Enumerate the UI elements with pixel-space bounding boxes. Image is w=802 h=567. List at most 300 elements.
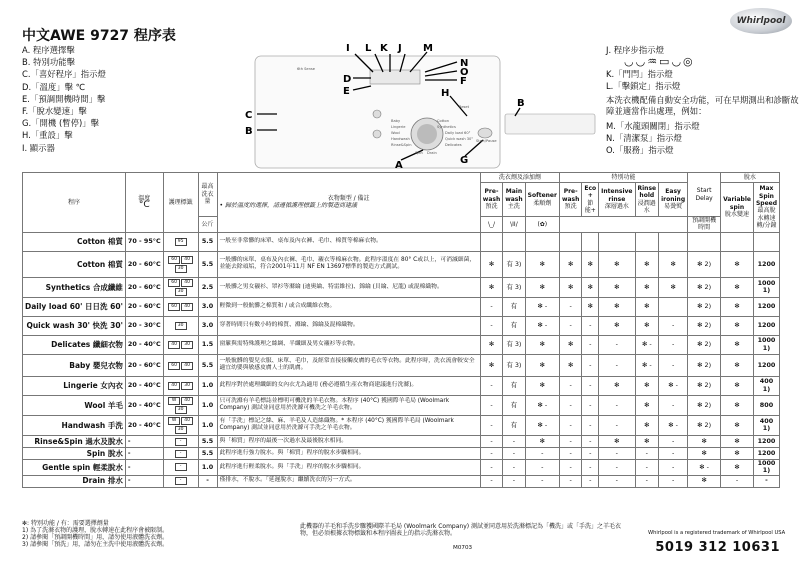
cell-rh: -: [635, 475, 659, 487]
cell-pw: -: [480, 316, 502, 335]
max-load: 1.5: [198, 335, 217, 354]
program-name: Lingerie 女內衣: [23, 376, 126, 395]
cell-int: ✻: [599, 277, 635, 297]
cell-p2: -: [559, 316, 581, 335]
legend-left: [22, 44, 106, 154]
cell-rh: ✻ -: [635, 354, 659, 376]
brand-logo: Whirlpool: [730, 8, 792, 34]
cell-int: ✻: [599, 435, 635, 447]
label-j: J: [398, 43, 402, 54]
col-spin: 脫水: [721, 173, 780, 183]
cell-sd: ✻ 2): [688, 277, 721, 297]
col-detergent: 洗衣劑及添加劑: [480, 173, 559, 183]
col-special: 特別功能: [559, 173, 687, 183]
cell-int: -: [599, 335, 635, 354]
cell-ms: 1200: [753, 316, 779, 335]
program-name: Quick wash 30' 快洗 30': [23, 316, 126, 335]
icon-mainwash: \II/: [503, 217, 525, 233]
cell-rh: ✻: [635, 376, 659, 395]
program-temp: 20 - 60°C: [125, 297, 163, 316]
cell-vs: ✻: [721, 251, 754, 277]
cell-sd: ✻ 2): [688, 376, 721, 395]
program-name: Wool 羊毛: [23, 395, 126, 415]
care-label-icon: 40: [181, 397, 193, 405]
program-name: Handwash 手洗: [23, 415, 126, 435]
col-temp: 溫度 °C: [125, 173, 163, 233]
cell-ms: 1200: [753, 251, 779, 277]
cell-int: -: [599, 415, 635, 435]
program-description: 一般髒的床單、桌布及內衣褲、毛巾、襯衣等棉麻衣物。此程序溫度在 80° C或以上，可消滅細菌，並能去除頑垢，符合2001年11月 NF EN 13697標準的製造方式測試。: [217, 251, 480, 277]
care-label-icon: -: [175, 450, 187, 458]
col-care: 護理標籤: [163, 173, 198, 233]
cell-mw: 有 3): [503, 335, 525, 354]
program-temp: 20 - 60°C: [125, 277, 163, 297]
cell-vs: ✻: [721, 395, 754, 415]
cell-pw: -: [480, 376, 502, 395]
care-label-icon: 40: [181, 279, 193, 287]
table-row: [23, 277, 780, 297]
cell-rh: ✻: [635, 316, 659, 335]
cell-pw: ✻: [480, 251, 502, 277]
cell-eco: -: [582, 435, 599, 447]
panel-text-baby: Baby: [391, 119, 401, 123]
cell-pw: ✻: [480, 277, 502, 297]
program-name: Baby 嬰兒衣物: [23, 354, 126, 376]
table-row: [23, 297, 780, 316]
program-temp: 20 - 40°C: [125, 376, 163, 395]
cell-rh: [635, 232, 659, 251]
cell-eco: -: [582, 335, 599, 354]
cell-mw: 有: [503, 376, 525, 395]
cell-pw: -: [480, 447, 502, 459]
cell-pw: -: [480, 395, 502, 415]
care-labels: [163, 297, 198, 316]
cell-int: -: [599, 354, 635, 376]
cell-ei: -: [659, 395, 688, 415]
panel-text-cotton: Cotton: [437, 119, 450, 123]
legend-c: C.「喜好程序」指示燈: [22, 69, 106, 80]
label-n: N: [460, 58, 469, 69]
cell-so: ✻: [525, 251, 559, 277]
cell-mw: -: [503, 475, 525, 487]
care-label-icon: 30: [175, 426, 187, 434]
cell-ms: 1200: [753, 435, 779, 447]
cell-sd: ✻ 2): [688, 251, 721, 277]
max-load: 2.5: [198, 277, 217, 297]
cell-ms: 400 1): [753, 415, 779, 435]
care-label-icon: 40: [181, 417, 193, 425]
care-labels: [163, 335, 198, 354]
max-load: -: [198, 475, 217, 487]
care-label-icon: 95: [175, 238, 187, 246]
cell-sd: ✻: [688, 447, 721, 459]
program-description: 一般髒之男女襯衫、罩衫等滌綸 (迪奧綸、特雷維拉)、錦綸 (貝綸、尼龍) 或混棉織物。: [217, 277, 480, 297]
program-description: 此程序對於處理纖細的女內衣尤為適用 (務必遵循生產衣物商建議進行洗滌)。: [217, 376, 480, 395]
program-table: 程序 溫度 °C 護理標籤 最高洗衣量 衣物類型 / 備註 • 歸於溫度的選擇，請遵循護理標籤上的製造商建議 洗衣劑及添加劑 特別功能 Start Delay 脫水 Pre-wash 預洗 Main wash 主洗 Softener 柔順劑 Pre-wash 預洗 Eco + 節能+ Intensive rinse 深層過水 Rinse hold 浸潤過水 Easy ironing 易燙熨 Variable spin 脫水變速 Max Spin Speed 最高脫水轉速 轉/分鐘 公斤 \_/ \II/ (✿) 預調開機時間 Cotton 棉質 70 - 95°C 95 5.5 一般至非常髒的床單、桌布及內衣褲、毛巾、棉質等棉麻衣物。 Cotton 棉質 20 - 60°C 60 4030 5.5 一般髒的床單、桌布及內衣褲、毛巾、襯衣等棉麻衣物。此程序溫度在 80° C或以上，可消滅細菌，並能去除頑垢，符合2001年11月 NF EN 13697標準的製造方式測試。 ✻ 有 3) ✻ ✻ ✻ ✻ ✻ ✻ ✻ 2) ✻ 1200 Synthetics 合成纖維 20 - 60°C 60 4030 2.5 一般髒之男女襯衫、罩衫等滌綸 (迪奧綸、特雷維拉)、錦綸 (貝綸、尼龍) 或混棉織物。 ✻ 有 3) ✻ ✻ ✻ ✻ ✻ ✻ ✻ 2) ✻ 1000 1) Daily load 60' 日日洗 60' 20 - 60°C 60 40 3.0 輕微到一般骯髒之棉質和 / 或合成纖維衣物。 - 有 ✻ - - ✻ ✻ ✻ ✻ 2) ✻ 1200 Quick wash 30' 快洗 30' 20 - 30°C 30 3.0 穿著時間只有數小時的棉質、滌綸、錦綸及混棉織物。 - 有 ✻ - - - ✻ ✻ - ✻ 2) ✻ 1200 Delicates 纖細衣物 20 - 40°C 40 30 1.5 窗簾與需特殊護理之絲綢、半纖細及男女襯衫等衣物。 ✻ 有 3) ✻ ✻ - - ✻ - - ✻ 2) ✻ 1000 1) Baby 嬰兒衣物 20 - 60°C 60 40 5.5 一般骯髒的嬰兒衣服、床單、毛巾，及經常直接接觸皮膚的毛衣等衣物。此程序時，洗衣流會較安全適宜幼嬰與敏感皮膚人士的肌膚。 ✻ 有 3) ✻ ✻ - - ✻ - - ✻ 2) ✻ 1200 Lingerie 女內衣 20 - 40°C 40 30 1.0 此程序對於處理纖細的女內衣尤為適用 (務必遵循生產衣物商建議進行洗滌)。 - 有 ✻ - - ✻ ✻ ✻ - ✻ 2) ✻ 400 1) Wool 羊毛 20 - 40°C W 4030 1.0 只可洗滌有羊毛標誌並標明可機洗的羊毛衣物。本程序 (40°C) 獲國際羊毛局 (Woolmark Company) 測試並同意用於洗滌可機洗之羊毛衣物。 - 有 ✻ - - - - ✻ - ✻ 2) ✻ 800 Handwash 手洗 20 - 40°C W 4030 1.0 有「手洗」標記之絲、麻、羊毛及人造絲織物。* 本程序 (40°C) 獲國際羊毛局 (Woolmark Company) 測試並同意用於洗滌可手洗之羊毛衣物。 - 有 ✻ - - - - ✻ ✻ - ✻ 2) ✻ 400 1) Rinse&Spin 過水及脫水 - - 5.5 與「棉質」程序的最後一次過水及最後脫水相同。 - - ✻ - - ✻ ✻ - ✻ ✻ 1200 Spin 脫水 - - 5.5 此程序進行強力脫水。與「棉質」程序的脫水步驟相同。 - - - - - - - - ✻ ✻ 1200 Gentle spin 輕柔脫水 - - 1.0 此程序進行輕柔脫水。與「手洗」程序的脫水步驟相同。 - - - - - - - - ✻ - ✻ 1000 1) Drain 排水 - - - 僅排水，不脫水。「延遲脫水」繼續洗衣的另一方式。 - - - - - - - - ✻ - -: [22, 172, 780, 488]
part-number: 5019 312 10631: [655, 540, 780, 555]
cell-vs: ✻: [721, 316, 754, 335]
panel-text-6th-sense: 6th Sense: [297, 67, 315, 71]
program-description: 此程序進行輕柔脫水。與「手洗」程序的脫水步驟相同。: [217, 459, 480, 475]
cell-p2: -: [559, 395, 581, 415]
max-load: 1.0: [198, 459, 217, 475]
program-temp: -: [125, 475, 163, 487]
legend-i: I. 顯示器: [22, 142, 55, 153]
label-d: D: [343, 74, 352, 85]
program-name: Cotton 棉質: [23, 251, 126, 277]
program-name: Synthetics 合成纖維: [23, 277, 126, 297]
legend-o: O.「服務」指示燈: [606, 145, 674, 155]
panel-text-delicates: Delicates: [445, 143, 462, 147]
cell-int: ✻: [599, 251, 635, 277]
cell-int: -: [599, 475, 635, 487]
cell-ei: -: [659, 459, 688, 475]
panel-text-drain: Drain: [427, 151, 437, 155]
cell-mw: 有: [503, 297, 525, 316]
care-label-icon: 40: [168, 382, 180, 390]
page-title: 中文AWE 9727 程序表: [22, 28, 176, 44]
cell-p2: -: [559, 459, 581, 475]
cell-pw: -: [480, 475, 502, 487]
label-k: K: [380, 43, 388, 54]
program-temp: 20 - 40°C: [125, 395, 163, 415]
label-h: H: [441, 88, 450, 99]
cell-int: ✻: [599, 376, 635, 395]
panel-text-daily-load: Daily load 60°: [445, 131, 471, 135]
care-label-icon: 30: [175, 265, 187, 273]
cell-rh: ✻ -: [635, 335, 659, 354]
program-description: 一般骯髒的嬰兒衣服、床單、毛巾，及經常直接接觸皮膚的毛衣等衣物。此程序時，洗衣流會較安全適宜幼嬰與敏感皮膚人士的肌膚。: [217, 354, 480, 376]
cell-so: -: [525, 459, 559, 475]
cell-eco: -: [582, 376, 599, 395]
cell-ms: 1200: [753, 354, 779, 376]
cell-p2: -: [559, 435, 581, 447]
table-row: [23, 316, 780, 335]
program-temp: 20 - 40°C: [125, 335, 163, 354]
cell-sd: [688, 232, 721, 251]
cell-int: -: [599, 395, 635, 415]
cell-mw: -: [503, 435, 525, 447]
cell-so: ✻: [525, 354, 559, 376]
legend-f: F.「脫水變速」擊: [22, 106, 87, 117]
cell-mw: [503, 232, 525, 251]
cell-sd: ✻: [688, 475, 721, 487]
care-label-icon: -: [175, 438, 187, 446]
program-name: Delicates 纖細衣物: [23, 335, 126, 354]
cell-ei: [659, 297, 688, 316]
cell-mw: -: [503, 459, 525, 475]
model-code: M0703: [453, 545, 473, 551]
cell-ei: ✻ -: [659, 376, 688, 395]
cell-sd: ✻ 2): [688, 335, 721, 354]
icon-softener: (✿): [525, 217, 559, 233]
label-b-left: B: [245, 126, 253, 137]
label-i: I: [346, 43, 350, 54]
care-label-icon: 60: [168, 279, 180, 287]
panel-text-handwash: Handwash: [391, 137, 410, 141]
care-labels: [163, 277, 198, 297]
cell-mw: -: [503, 447, 525, 459]
table-row: [23, 335, 780, 354]
cell-int: [599, 232, 635, 251]
program-temp: 70 - 95°C: [125, 232, 163, 251]
cell-ms: 1000 1): [753, 459, 779, 475]
max-load: 5.5: [198, 251, 217, 277]
cell-mw: 有 3): [503, 277, 525, 297]
table-row: [23, 251, 780, 277]
cell-eco: -: [582, 475, 599, 487]
cell-rh: -: [635, 447, 659, 459]
cell-pw: ✻: [480, 335, 502, 354]
cell-p2: ✻: [559, 354, 581, 376]
care-label-icon: W: [168, 397, 180, 405]
legend-h: H.「重設」擊: [22, 130, 73, 141]
program-step-icons: ◡◡♒▭◡◎: [624, 55, 695, 68]
cell-rh: ✻: [635, 277, 659, 297]
cell-ei: -: [659, 335, 688, 354]
cell-pw: ✻: [480, 354, 502, 376]
program-name: Daily load 60' 日日洗 60': [23, 297, 126, 316]
program-description: 穿著時間只有數小時的棉質、滌綸、錦綸及混棉織物。: [217, 316, 480, 335]
cell-so: ✻ -: [525, 297, 559, 316]
cell-int: ✻: [599, 297, 635, 316]
cell-int: ✻: [599, 316, 635, 335]
panel-text-reset: Reset: [459, 105, 470, 109]
cell-ms: 1200: [753, 297, 779, 316]
cell-mw: 有: [503, 395, 525, 415]
cell-so: ✻: [525, 376, 559, 395]
cell-p2: -: [559, 297, 581, 316]
col-type: 衣物類型 / 備註 • 歸於溫度的選擇，請遵循護理標籤上的製造商建議: [217, 173, 480, 233]
label-l: L: [365, 43, 372, 54]
legend-l: L.「擊鎖定」指示燈: [606, 81, 681, 91]
label-f: F: [460, 76, 467, 87]
cell-rh: -: [635, 459, 659, 475]
cell-vs: ✻: [721, 297, 754, 316]
col-maxload: 最高洗衣量: [198, 173, 217, 217]
cell-ei: [659, 232, 688, 251]
cell-mw: 有 3): [503, 354, 525, 376]
cell-ms: 1000 1): [753, 277, 779, 297]
col-start-delay: Start Delay: [688, 173, 721, 217]
max-load: 3.0: [198, 297, 217, 316]
care-label-icon: 60: [168, 362, 180, 370]
cell-mw: 有: [503, 415, 525, 435]
cell-eco: -: [582, 459, 599, 475]
woolmark-note: 此機器的羊毛和手洗步驟獲國際羊毛局 (Woolmark Company) 測試並同意用於洗滌標記為「機洗」或「手洗」之羊毛衣物，但必須根據衣物標籤和本程序圖表上的指示洗滌衣物。: [300, 523, 622, 537]
care-labels: [163, 435, 198, 447]
cell-ei: -: [659, 354, 688, 376]
cell-ei: ✻: [659, 251, 688, 277]
care-label-icon: W: [168, 417, 180, 425]
max-load: 1.0: [198, 415, 217, 435]
program-temp: -: [125, 447, 163, 459]
program-description: 與「棉質」程序的最後一次過水及最後脫水相同。: [217, 435, 480, 447]
max-load: 5.5: [198, 354, 217, 376]
legend-b: B. 特別功能擊: [22, 57, 75, 68]
care-labels: [163, 447, 198, 459]
legend-right: [606, 44, 801, 156]
cell-ei: -: [659, 475, 688, 487]
cell-pw: -: [480, 459, 502, 475]
cell-ei: -: [659, 447, 688, 459]
legend-paragraph: 本洗衣機配備自動安全功能，可在早期測出和診斷故障並適當作出處理，例如：: [606, 95, 799, 116]
care-label-icon: 30: [181, 382, 193, 390]
max-load: 5.5: [198, 232, 217, 251]
table-row: [23, 376, 780, 395]
panel-text-rinse-spin: Rinse&Spin: [391, 143, 412, 147]
cell-sd: ✻ 2): [688, 395, 721, 415]
program-temp: 20 - 60°C: [125, 251, 163, 277]
table-row: [23, 435, 780, 447]
cell-p2: ✻: [559, 251, 581, 277]
max-load: 1.0: [198, 395, 217, 415]
label-o: O: [460, 67, 469, 78]
trademark-note: Whirlpool is a registered trademark of Whirlpool USA: [648, 530, 786, 536]
cell-sd: ✻ 2): [688, 415, 721, 435]
cell-eco: -: [582, 415, 599, 435]
legend-g: G.「開機 (暫停)」擊: [22, 118, 99, 129]
cell-pw: -: [480, 415, 502, 435]
cell-p2: -: [559, 376, 581, 395]
table-row: [23, 459, 780, 475]
program-name: Gentle spin 輕柔脫水: [23, 459, 126, 475]
care-labels: [163, 395, 198, 415]
cell-ei: ✻: [659, 277, 688, 297]
care-label-icon: -: [175, 463, 187, 471]
program-temp: -: [125, 459, 163, 475]
control-panel-diagram: [195, 38, 600, 170]
cell-vs: ✻: [721, 354, 754, 376]
cell-ei: -: [659, 435, 688, 447]
max-load: 3.0: [198, 316, 217, 335]
care-labels: [163, 232, 198, 251]
care-label-icon: 40: [181, 362, 193, 370]
cell-ms: 800: [753, 395, 779, 415]
cell-so: ✻ -: [525, 395, 559, 415]
legend-k: K.「門閂」指示燈: [606, 69, 673, 79]
cell-mw: 有: [503, 316, 525, 335]
cell-ms: 1000 1): [753, 335, 779, 354]
program-description: 一般至非常髒的床單、桌布及內衣褲、毛巾、棉質等棉麻衣物。: [217, 232, 480, 251]
footnotes: ✻: 特別功能 / 有：需要選擇劑量 1) 為了洗滌衣物的護理，脫水轉速在此程序會被限制。 2) 請參閱「預調開機時間」用，請勿使用液體洗衣劑。 3) 請參閱「預洗」用，請勿在主洗中使用液體洗衣劑。: [22, 520, 169, 548]
program-temp: 20 - 30°C: [125, 316, 163, 335]
care-label-icon: 60: [168, 303, 180, 311]
label-b-right: B: [517, 98, 525, 109]
program-description: 有「手洗」標記之絲、麻、羊毛及人造絲織物。* 本程序 (40°C) 獲國際羊毛局 (Woolmark Company) 測試並同意用於洗滌可手洗之羊毛衣物。: [217, 415, 480, 435]
cell-rh: ✻: [635, 297, 659, 316]
col-program: 程序: [23, 173, 126, 233]
panel-text-lingerie: Lingerie: [391, 125, 406, 129]
cell-so: ✻: [525, 277, 559, 297]
care-label-icon: 30: [175, 288, 187, 296]
cell-vs: ✻: [721, 335, 754, 354]
cell-pw: -: [480, 435, 502, 447]
cell-pw: [480, 232, 502, 251]
program-name: Rinse&Spin 過水及脫水: [23, 435, 126, 447]
cell-eco: -: [582, 316, 599, 335]
program-description: 僅排水，不脫水。「延遲脫水」繼續洗衣的另一方式。: [217, 475, 480, 487]
cell-sd: ✻ 2): [688, 316, 721, 335]
cell-so: ✻: [525, 435, 559, 447]
label-a: A: [395, 160, 403, 170]
cell-vs: ✻: [721, 376, 754, 395]
max-load: 5.5: [198, 447, 217, 459]
legend-m: M.「水龍頭關閉」指示燈: [606, 121, 700, 131]
table-row: [23, 354, 780, 376]
program-temp: 20 - 40°C: [125, 415, 163, 435]
cell-rh: ✻: [635, 435, 659, 447]
table-row: [23, 395, 780, 415]
table-row: [23, 475, 780, 487]
cell-ms: -: [753, 475, 779, 487]
program-description: 此程序進行強力脫水。與「棉質」程序的脫水步驟相同。: [217, 447, 480, 459]
cell-p2: -: [559, 415, 581, 435]
cell-rh: ✻: [635, 415, 659, 435]
cell-ms: [753, 232, 779, 251]
care-label-icon: 30: [175, 322, 187, 330]
cell-so: ✻ -: [525, 415, 559, 435]
cell-so: ✻ -: [525, 316, 559, 335]
cell-eco: ✻: [582, 297, 599, 316]
cell-ei: -: [659, 316, 688, 335]
panel-text-synthetics: Synthetics: [437, 125, 456, 129]
cell-eco: ✻: [582, 277, 599, 297]
care-labels: [163, 316, 198, 335]
cell-eco: -: [582, 395, 599, 415]
max-load: 5.5: [198, 435, 217, 447]
cell-ms: 1200: [753, 447, 779, 459]
cell-so: -: [525, 475, 559, 487]
cell-ei: ✻ -: [659, 415, 688, 435]
panel-text-quick-wash: Quick wash 30°: [445, 137, 474, 141]
cell-so: -: [525, 447, 559, 459]
cell-vs: ✻: [721, 415, 754, 435]
program-name: Spin 脫水: [23, 447, 126, 459]
cell-int: -: [599, 447, 635, 459]
legend-d: D.「溫度」擊 ℃: [22, 81, 86, 92]
cell-eco: [582, 232, 599, 251]
cell-vs: ✻: [721, 459, 754, 475]
cell-ms: 400 1): [753, 376, 779, 395]
care-label-icon: 60: [168, 256, 180, 264]
care-label-icon: -: [175, 477, 187, 485]
care-labels: [163, 251, 198, 277]
care-labels: [163, 415, 198, 435]
max-load: 1.0: [198, 376, 217, 395]
cell-p2: -: [559, 447, 581, 459]
care-label-icon: 40: [181, 303, 193, 311]
cell-vs: ✻: [721, 435, 754, 447]
legend-n: N.「清潔泵」指示燈: [606, 133, 682, 143]
care-label-icon: 40: [168, 341, 180, 349]
cell-rh: ✻: [635, 395, 659, 415]
label-c: C: [245, 110, 253, 121]
label-g: G: [460, 155, 469, 166]
cell-vs: [721, 232, 754, 251]
icon-prewash: \_/: [480, 217, 502, 233]
care-label-icon: 30: [175, 406, 187, 414]
table-row: [23, 232, 780, 251]
program-description: 窗簾與需特殊護理之絲綢、半纖細及男女襯衫等衣物。: [217, 335, 480, 354]
program-description: 只可洗滌有羊毛標誌並標明可機洗的羊毛衣物。本程序 (40°C) 獲國際羊毛局 (Woolmark Company) 測試並同意用於洗滌可機洗之羊毛衣物。: [217, 395, 480, 415]
panel-text-spin: Spin: [415, 151, 423, 155]
cell-int: -: [599, 459, 635, 475]
panel-text-wool: Wool: [391, 131, 400, 135]
cell-sd: ✻ 2): [688, 354, 721, 376]
cell-vs: ✻: [721, 447, 754, 459]
cell-eco: -: [582, 447, 599, 459]
